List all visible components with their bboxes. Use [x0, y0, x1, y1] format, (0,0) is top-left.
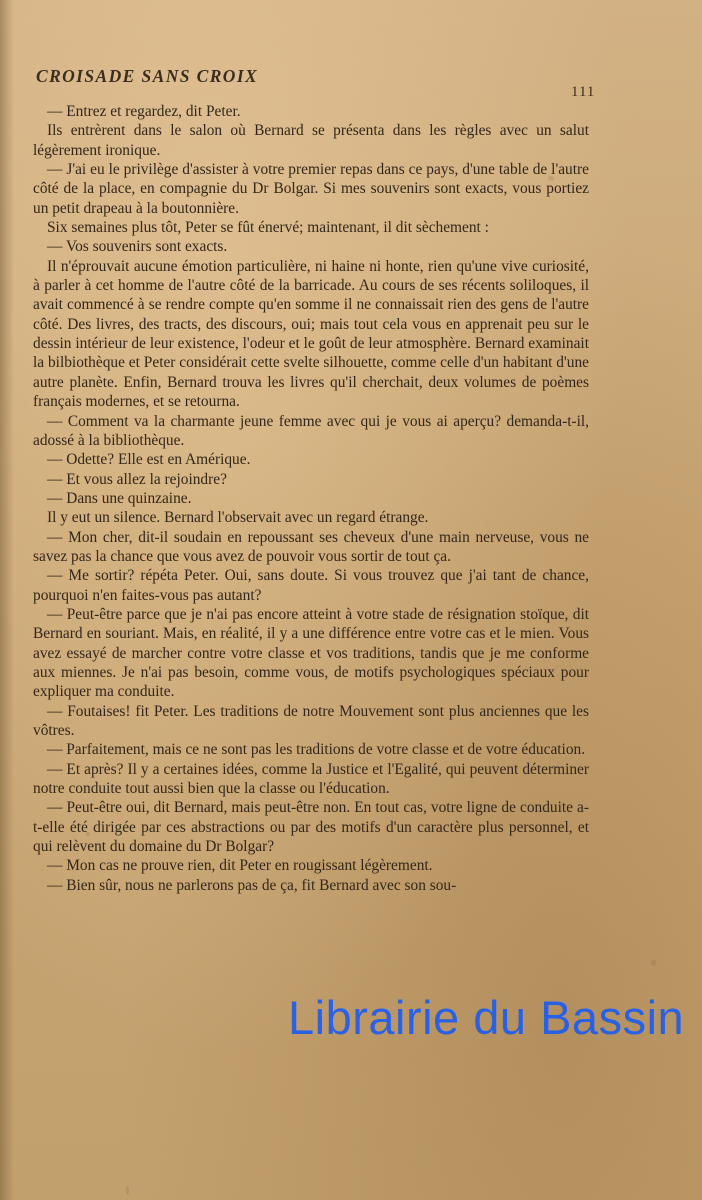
- paragraph: — Et après? Il y a certaines idées, comme la Justice et l'Egalité, qui peuvent déterminer notre conduite tout aussi bien que la classe ou l'éducation.: [33, 760, 589, 798]
- paragraph: — Entrez et regardez, dit Peter.: [47, 103, 241, 120]
- body-text: [33, 102, 589, 895]
- paragraph: — Foutaises! fit Peter. Les traditions de notre Mouvement sont plus anciennes que les vôtres.: [33, 702, 589, 739]
- paragraph: — Mon cas ne prouve rien, dit Peter en rougissant légèrement.: [47, 857, 433, 875]
- paragraph: — Comment va la charmante jeune femme avec qui je vous ai aperçu? demanda-t-il, adossé à la bibliothèque.: [33, 412, 589, 449]
- page-fold-shadow: [0, 0, 14, 1200]
- paragraph: Six semaines plus tôt, Peter se fût énervé; maintenant, il dit sèchement :: [47, 219, 489, 237]
- paper-stain: [126, 1186, 129, 1195]
- paragraph: — J'ai eu le privilège d'assister à votre premier repas dans ce pays, d'une table de l'autre côté de la place, en compagnie du Dr Bolgar. Si mes souvenirs sont exacts, vous portiez un petit drapeau à la boutonnière.: [33, 161, 589, 217]
- paragraph: Il n'éprouvait aucune émotion particulière, ni haine ni honte, rien qu'une vive curiosité, à parler à cet homme de l'autre côté de la barricade. Au cours de ses récents soliloques, il avait commencé à se rendre compte qu'en somme il ne connaissait rien des gens de l'autre côté. Des livres, des tracts, des discours, oui; mais tout cela vous en apprenait peu sur le dessin intérieur de leur existence, l'odeur et le goût de leur atmosphère. Bernard examinait la bilbiothèque et Peter considérait cette svelte silhouette, comme celle d'un habitant d'une autre planète. Enfin, Bernard trouva les livres qu'il cherchait, deux volumes de poèmes français modernes, et se retourna.: [33, 257, 589, 411]
- paragraph: — Peut-être oui, dit Bernard, mais peut-être non. En tout cas, votre ligne de conduite a-t-elle été dirigée par ces abstractions ou par des motifs d'un caractère plus personnel, et qui relèvent du domaine du Dr Bolgar?: [33, 799, 589, 856]
- paragraph: — Bien sûr, nous ne parlerons pas de ça, fit Bernard avec son sou-: [47, 876, 457, 894]
- running-title: CROISADE SANS CROIX: [36, 66, 259, 86]
- paragraph: — Mon cher, dit-il soudain en repoussant ses cheveux d'une main nerveuse, vous ne savez pas la chance que vous avez de pouvoir vous sortir de tout ça.: [33, 528, 589, 565]
- paragraph: — Parfaitement, mais ce ne sont pas les traditions de votre classe et de votre éducation.: [47, 741, 586, 759]
- paragraph: Il y eut un silence. Bernard l'observait avec un regard étrange.: [47, 509, 429, 527]
- page-number: 111: [571, 84, 596, 100]
- paragraph: — Et vous allez la rejoindre?: [47, 470, 227, 488]
- paragraph: Ils entrèrent dans le salon où Bernard se présenta dans les règles avec un salut légèrement ironique.: [33, 122, 589, 159]
- paragraph: — Vos souvenirs sont exacts.: [47, 238, 228, 256]
- paper-stain: [651, 960, 656, 966]
- watermark: Librairie du Bassin: [288, 991, 685, 1044]
- paragraph: — Dans une quinzaine.: [47, 489, 192, 507]
- paragraph: — Odette? Elle est en Amérique.: [47, 451, 251, 469]
- paragraph: — Peut-être parce que je n'ai pas encore atteint à votre stade de résignation stoïque, dit Bernard en souriant. Mais, en réalité, il y a une différence entre votre cas et le mien. Vous avez essayé de marcher contre votre classe et vos traditions, tandis que je me conforme aux miennes. Je n'ai pas besoin, comme vous, de motifs psychologiques spéciaux pour expliquer ma conduite.: [33, 605, 589, 701]
- paragraph: — Me sortir? répéta Peter. Oui, sans doute. Si vous trouvez que j'ai tant de chance, pourquoi n'en faites-vous pas autant?: [33, 567, 589, 604]
